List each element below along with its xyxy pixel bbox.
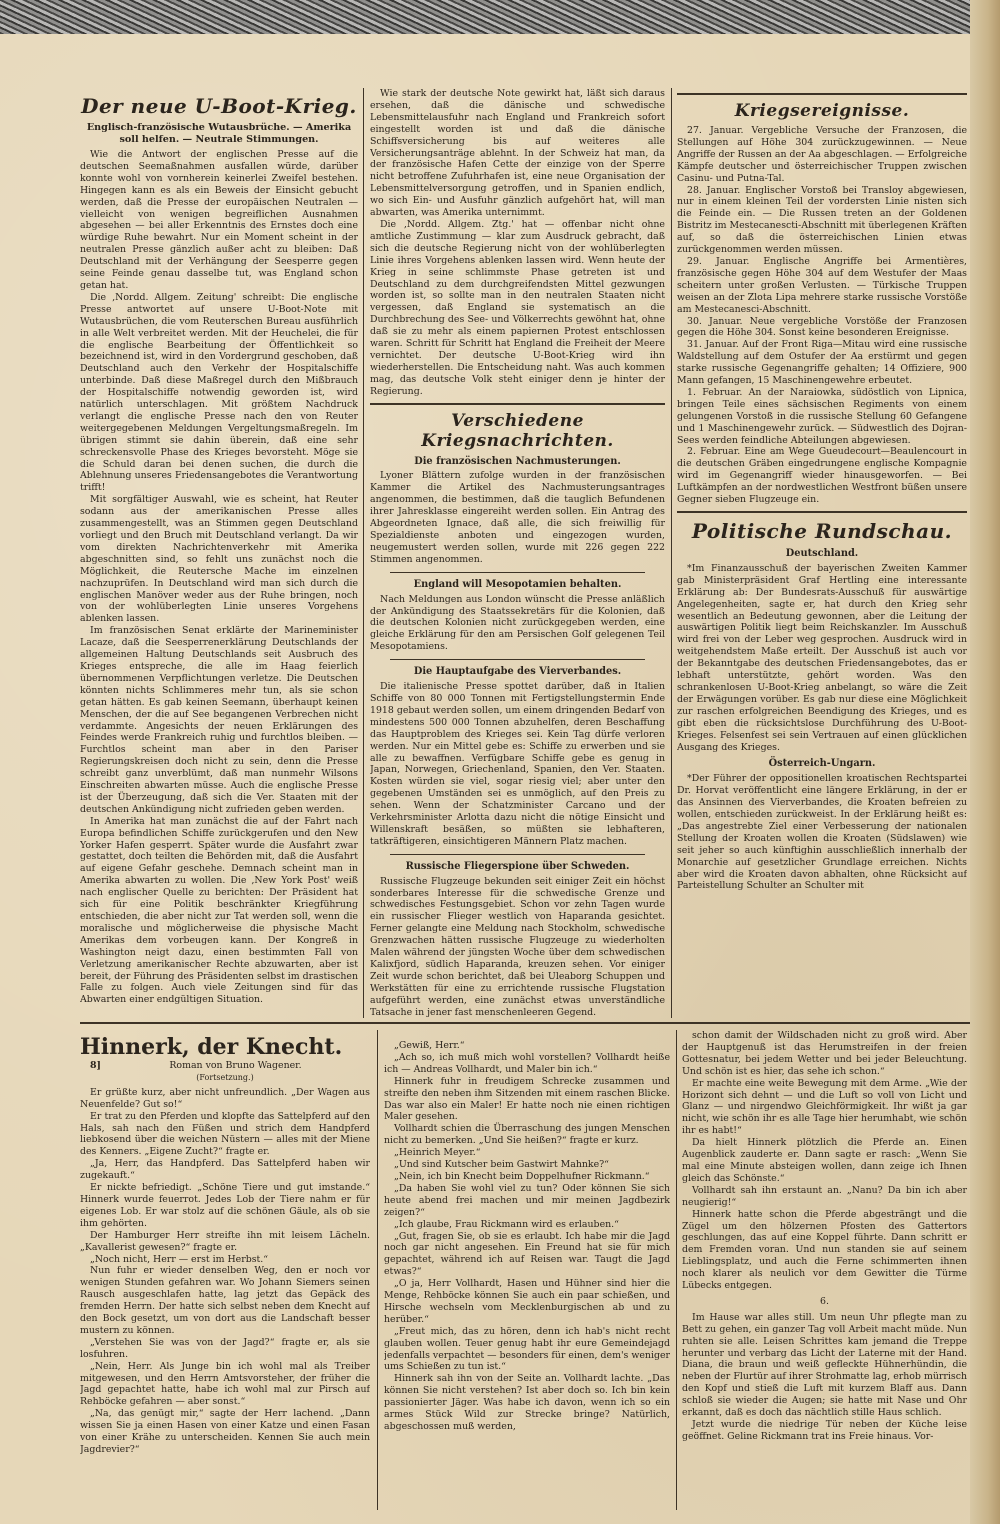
item-heading: Die französischen Nachmusterungen.: [414, 455, 621, 467]
section-heading: Deutschland.: [785, 548, 859, 559]
event-entry: 27. Januar. Vergebliche Versuche der Franzosen, die Stellungen auf Höhe 304 zurückzugewinnen. — Neue Angriffe der Russen an der Aa abgeschlagen. — Erfolgreiche Kämpfe deutscher und österreichischer Truppen zwischen Casinu- und Putna-Tal.: [677, 125, 967, 184]
paragraph: „Nein, Herr. Als Junge bin ich wohl mal als Treiber mitgewesen, und den Herrn Amtsvorsteher, der früher die Jagd gepachtet hatte, habe ich wohl mal zur Pirsch auf Rehböcke gefahren — aber sonst.“: [80, 1360, 370, 1408]
paragraph: Im französischen Senat erklärte der Marineminister Lacaze, daß die Seesperrenerklärung Deutschlands der allgemeinen Haltung Deutschlands seit Ausbruch des Krieges entspreche, die alle im Haag feierlich übernommenen Verpflichtungen verletze. Die Deutschen könnten nichts Schlimmeres mehr tun, als sie schon getan hätten. Es gab keinen Seemann, überhaupt keinen Menschen, der die auf See begangenen Verbrechen nicht verdammte. Angesichts der neuen Erklärungen des Feindes werde Frankreich ruhig und furchtlos bleiben. — Furchtlos scheint man aber in den Pariser Regierungskreisen doch nicht zu sein, denn die Presse schreibt ganz unverblümt, daß man nunmehr Wilsons Einschreiten abwarten müsse. Auch die englische Presse ist der Überzeugung, daß sich die Ver. Staaten mit der deutschen Ankündigung nicht zufrieden geben werden.: [80, 625, 358, 815]
marbled-binding-edge: [0, 0, 1000, 34]
paragraph: Er machte eine weite Bewegung mit dem Arme. „Wie der Horizont sich dehnt — und die Luft so voll von Licht und Glanz — und nirgendwo Gleichförmigkeit. Ihr wißt ja gar nicht, wie schön ihr es alle Tage hier herumhabt, wie schön ihr es habt!“: [682, 1077, 967, 1137]
column-rule: [676, 1030, 677, 1510]
paragraph: Hinnerk sah ihn von der Seite an. Vollhardt lachte. „Das können Sie nicht verstehen? Ist aber doch so. Ich bin kein passionierter Jäger. Was habe ich davon, wenn ich so ein armes Stück Wild zur Strecke bringe? Natürlich, abgeschossen muß werden,: [384, 1373, 670, 1432]
paragraph: Er trat zu den Pferden und klopfte das Sattelpferd auf den Hals, sah nach den Füßen und strich dem Handpferd liebkosend über die weichen Nüstern — alles mit der Miene des Kenners. „Eigene Zucht?“ fragte er.: [80, 1110, 370, 1158]
paragraph: Die italienische Presse spottet darüber, daß in Italien Schiffe von 80 000 Tonnen mit Fertigstellungstermin Ende 1918 gebaut werden sollen, um einem dringenden Bedarf von mindestens 500 000 Tonnen abzuhelfen, deren Beschaffung das Hauptproblem des Krieges sei. Kein Tag dürfe verloren werden. Nur ein Mittel gebe es: Schiffe zu erwerben und sie alle zu bewaffnen. Verfügbare Schiffe gebe es genug in Japan, Norwegen, Griechenland, Spanien, den Ver. Staaten. Kosten würden sie viel, sogar riesig viel; aber unter den gegebenen Umständen sei es unmöglich, auf den Preis zu sehen. Wenn der Schatzminister Carcano und der Verkehrsminister Arlotta dazu nicht die nötige Einsicht und Willenskraft besäßen, so müßten sie lebhafteren, tatkräftigeren, einsichtigeren Männern Platz machen.: [370, 681, 665, 847]
paragraph: „Verstehen Sie was von der Jagd?“ fragte er, als sie losfuhren.: [80, 1336, 370, 1360]
paragraph: Russische Flugzeuge bekunden seit einiger Zeit ein höchst sonderbares Interesse für die schwedische Grenze und schwedisches Festungsgebiet. Schon vor zehn Tagen wurde ein russischer Flieger westlich von Haparanda gesichtet. Ferner gelangte eine Meldung nach Stockholm, schwedische Grenzwachen hätten russische Flugzeuge zu wiederholten Malen während der jüngsten Woche über dem schwedischen Kalixfjord, südlich Haparanda, kreuzen sehen. Vor einiger Zeit wurde schon berichtet, daß bei Uleaborg Schuppen und Werkstätten für eine zu errichtende russische Flugstation aufgeführt werden, eine zunächst etwas unverständliche Tatsache in jener fast menschenleeren Gegend.: [370, 875, 665, 1018]
divider: [390, 659, 645, 660]
item-heading: Die Hauptaufgabe des Vierverbandes.: [413, 666, 622, 678]
paragraph: Die ‚Nordd. Allgem. Zeitung' schreibt: Die englische Presse antwortet auf unsere U-Boot-Note mit Wutausbrüchen, die vom Reuterschen Bureau ausführlich in alle Welt verbreitet werden. Mit der Heuchelei, die für die englische Bearbeitung der Öffentlichkeit so bezeichnend ist, wird in den Vordergrund geschoben, daß Deutschland auch den Verkehr der Hospitalschiffe unterbinde. Daß diese Maßregel durch den Mißbrauch der Hospitalschiffe notwendig geworden ist, wird natürlich unterschlagen. Mit größtem Nachdruck verlangt die englische Presse nach den von Reuter weitergegebenen Meldungen Vergeltungsmaßregeln. Im übrigen stimmt sie dahin überein, daß eine sehr schreckensvolle Phase des Krieges bevorsteht. Möge sie die Schuld daran bei denen suchen, die durch die Ablehnung unseres Friedensangebotes die Verantwortung trifft!: [80, 291, 358, 494]
item-heading: Russische Fliegerspione über Schweden.: [405, 860, 630, 872]
paragraph: Nach Meldungen aus London wünscht die Presse anläßlich der Ankündigung des Staatssekretärs für die Kolonien, daß die deutschen Kolonien nicht zurückgegeben werden, eine gleiche Erklärung für den am Persischen Golf gelegenen Teil Mesopotamiens.: [370, 593, 665, 653]
divider: [390, 854, 645, 855]
novel-title: Hinnerk, der Knecht.: [80, 1034, 343, 1060]
paragraph: „Heinrich Meyer.“: [394, 1147, 481, 1159]
paragraph: „Noch nicht, Herr — erst im Herbst.“: [90, 1253, 269, 1265]
article-title: Verschiedene Kriegsnachrichten.: [421, 410, 614, 451]
column-right: [677, 88, 967, 1018]
paragraph: Der Hamburger Herr streifte ihn mit leisem Lächeln. „Kavallerist gewesen?“ fragte er.: [80, 1229, 370, 1253]
paragraph: Vollhardt schien die Überraschung des jungen Menschen nicht zu bemerken. „Und Sie heißen?“ fragte er kurz.: [384, 1123, 670, 1147]
novel-column-2: [384, 1040, 670, 1518]
paragraph: „Gewiß, Herr.“: [394, 1040, 465, 1051]
installment-number: 8]: [90, 1060, 101, 1071]
paragraph: „Freut mich, das zu hören, denn ich hab's nicht recht glauben wollen. Teuer genug habt ihr eure Gemeindejagd jedenfalls verpachtet — besonders für einen, dem's weniger ums Schießen zu tun ist.“: [384, 1325, 670, 1373]
paragraph: „Da haben Sie wohl viel zu tun? Oder können Sie sich heute abend frei machen und mir meinen Jagdbezirk zeigen?“: [384, 1182, 670, 1218]
paragraph: Da hielt Hinnerk plötzlich die Pferde an. Einen Augenblick zauderte er. Dann sagte er rasch: „Wenn Sie mal eine Minute absteigen wollen, dann zeige ich Ihnen gleich das Schönste.“: [682, 1137, 967, 1184]
article-title: Politische Rundschau.: [691, 519, 953, 543]
novel-column-1: [80, 1030, 370, 1518]
paragraph: Hinnerk fuhr in freudigem Schrecke zusammen und streifte den neben ihm Sitzenden mit einem raschen Blicke. Das war also ein Maler! Er hatte noch nie einen richtigen Maler gesehen.: [384, 1075, 670, 1123]
paragraph: *Im Finanzausschuß der bayerischen Zweiten Kammer gab Ministerpräsident Graf Hertling eine interessante Erklärung ab: Der Bundesrats-Ausschuß für auswärtige Angelegenheiten, sagte er, hat durch den Krieg sehr wesentlich an Bedeutung gewonnen, aber die Leitung der auswärtigen Politik liegt beim Reichskanzler. Im Ausschuß wird frei von der Leber weg gesprochen. Ausdruck wird in weitgehendstem Maße erteilt. Der Ausschuß ist auch vor der Bekanntgabe des deutschen Friedensangebotes, das er lebhaft unterstützte, gehört worden. Was den schrankenlosen U-Boot-Krieg anbelangt, so wäre die Zeit der Erwägungen vorüber. Es gab nur diese eine Möglichkeit zur raschen erfolgreichen Beendigung des Krieges, und es gibt eben die rücksichtslose Durchführung des U-Boot-Krieges. Felsenfest sei sein Vertrauen auf einen glücklichen Ausgang des Krieges.: [677, 562, 967, 753]
event-entry: 1. Februar. An der Naraiowka, südöstlich von Lipnica, bringen Teile eines sächsischen Regiments von einem gelungenen Vorstoß in die russische Stellung 60 Gefangene und 1 Maschinengewehr zurück. — Südwestlich des Dojran-Sees werden feindliche Abteilungen abgewiesen.: [677, 386, 967, 446]
article-uboot: [80, 88, 358, 1018]
paragraph: „Gut, fragen Sie, ob sie es erlaubt. Ich habe mir die Jagd noch gar nicht angesehen. Ein Freund hat sie für mich gepachtet, während ich auf Reisen war. Taugt die Jagd etwas?“: [384, 1230, 670, 1278]
item-heading: England will Mesopotamien behalten.: [413, 578, 622, 590]
section-heading: Österreich-Ungarn.: [768, 758, 876, 770]
paragraph: „Na, das genügt mir,“ sagte der Herr lachend. „Dann wissen Sie ja einen Hasen von einer Katze und einen Fasan von einer Krähe zu unterscheiden. Kennen Sie auch mein Jagdrevier?“: [80, 1408, 370, 1455]
event-entry: 2. Februar. Eine am Wege Gueudecourt—Beaulencourt in die deutschen Gräben eingedrungene englische Kompagnie wird im Gegenangriff wieder hinausgeworfen. — Bei Luftkämpfen an der nordwestlichen Westfront büßen unsere Gegner sieben Flugzeuge ein.: [677, 446, 967, 506]
paragraph: Lyoner Blättern zufolge wurden in der französischen Kammer die Artikel des Nachmusterungsantrages angenommen, die bestimmen, daß die tauglich Befundenen ihrer Jahresklasse eingereiht werden sollen. Ein Antrag des Abgeordneten Ignace, daß alle, die sich freiwillig für Spezialdienste anboten und eingezogen wurden, neugemustert werden sollen, wurde mit 226 gegen 222 Stimmen angenommen.: [370, 470, 665, 565]
paragraph: Hinnerk hatte schon die Pferde abgesträngt und die Zügel um den hölzernen Pfosten des Gattertors geschlungen, das auf eine Koppel führte. Dann schritt er dem Fremden voran. Und nun standen sie auf seinem Lieblingsplatz, und auch die Ferne schimmerten ihnen noch klarer als neulich vor dem Gewitter die Türme Lübecks entgegen.: [682, 1208, 967, 1292]
column-rule: [363, 88, 364, 1018]
page-edge: [970, 0, 1000, 1524]
event-entry: 28. Januar. Englischer Vorstoß bei Transloy abgewiesen, nur in einem kleinen Teil der vordersten Linie nisten sich die Feinde ein. — Die Russen treten an der Goldenen Bistritz im Mestecanescti-Abschnitt mit überlegenen Kräften auf, so daß die österreichischen Linien etwas zurückgenommen werden müssen.: [677, 184, 967, 256]
article-subtitle: Englisch-französische Wutausbrüche. — Amerika soll helfen. — Neutrale Stimmungen.: [86, 122, 352, 145]
event-entry: 31. Januar. Auf der Front Riga—Mitau wird eine russische Waldstellung auf dem Ostufer der Aa erstürmt und gegen starke russische Gegenangriffe gehalten; 14 Offiziere, 900 Mann gefangen, 15 Maschinengewehre erbeutet.: [677, 339, 967, 387]
column-rule: [671, 88, 672, 1018]
divider: [370, 403, 665, 405]
event-entry: 29. Januar. Englische Angriffe bei Armentières, französische gegen Höhe 304 auf dem Westufer der Maas scheitern unter großen Verlusten. — Türkische Truppen weisen an der Zlota Lipa mehrere starke russische Vorstöße am Mestecanesci-Abschnitt.: [677, 255, 967, 315]
column-middle: [370, 88, 665, 1018]
section-rule: [80, 1022, 970, 1024]
paragraph: Wie die Antwort der englischen Presse auf die deutschen Seemaßnahmen ausfallen würde, darüber konnte wohl von vornherein keinerlei Zweifel bestehen. Hingegen kann es als ein Beweis der Einsicht gebucht werden, daß die Presse der europäischen Neutralen — vielleicht von wenigen begreiflichen Ausnahmen abgesehen — bei aller Erkenntnis des Ernstes doch eine würdige Ruhe bewahrt. Nur ein Moment scheint in der neutralen Presse gänzlich außer acht zu bleiben: Daß Deutschland mit der Verhängung der Seesperre gegen seine Feinde genau dasselbe tut, was England schon getan hat.: [80, 149, 358, 291]
paragraph: Nun fuhr er wieder denselben Weg, den er noch vor wenigen Stunden gefahren war. Wo Johann Siemers seinen Rausch ausgeschlafen hatte, lag jetzt das Gepäck des fremden Herrn. Der hatte sich selbst neben dem Knecht auf den Bock gesetzt, um von dort aus die Landschaft besser mustern zu können.: [80, 1265, 370, 1336]
paragraph: *Der Führer der oppositionellen kroatischen Rechtspartei Dr. Horvat veröffentlicht eine längere Erklärung, in der er das Ansinnen des Vierverbandes, die Kroaten befreien zu wollen, entschieden zurückweist. In der Erklärung heißt es: „Das angestrebte Ziel einer Verbesserung der nationalen Stellung der Kroaten wollen die Kroaten (Südslawen) wie seit jeher so auch künftighin ausschließlich innerhalb der Monarchie auf gesetzlicher Grundlage erreichen. Nichts aber wird die Kroaten davon abhalten, ohne Rücksicht auf Parteistellung Schulter an Schulter mit: [677, 773, 967, 892]
paragraph: Er nickte befriedigt. „Schöne Tiere und gut imstande.“ Hinnerk wurde feuerrot. Jedes Lob der Tiere nahm er für eigenes Lob. Er war stolz auf die schönen Gäule, als ob sie ihm gehörten.: [80, 1182, 370, 1229]
event-entry: 30. Januar. Neue vergebliche Vorstöße der Franzosen gegen die Höhe 304. Sonst keine besonderen Ereignisse.: [677, 315, 967, 339]
paragraph: Vollhardt sah ihn erstaunt an. „Nanu? Da bin ich aber neugierig!“: [682, 1184, 967, 1208]
article-title: Der neue U-Boot-Krieg.: [81, 94, 357, 118]
paragraph: Die ‚Nordd. Allgem. Ztg.' hat — offenbar nicht ohne amtliche Zustimmung — klar zum Ausdruck gebracht, daß sich die deutsche Regierung nicht von der wohlüberlegten Linie ihres Vorgehens ablenken lassen wird. Wenn heute der Krieg in seine schlimmste Phase getreten ist und Deutschland zu dem durchgreifendsten Mittel gezwungen worden ist, so sollte man in den neutralen Staaten nicht vergessen, daß England sie systematisch an die Durchbrechung des See- und Völkerrechts gewöhnt hat, ohne daß sie zu mehr als einem papiernen Protest entschlossen waren. Schritt für Schritt hat England die Freiheit der Meere vernichtet. Der deutsche U-Boot-Krieg wird ihn wiederherstellen. Die Entscheidung naht. Was auch kommen mag, das deutsche Volk steht einiger denn je hinter der Regierung.: [370, 218, 665, 397]
paragraph: Er grüßte kurz, aber nicht unfreundlich. „Der Wagen aus Neuenfelde? Gut so!“: [80, 1086, 370, 1110]
paragraph: schon damit der Wildschaden nicht zu groß wird. Aber der Hauptgenuß ist das Herumstreifen in der freien Gottesnatur, bei jedem Wetter und bei jeder Beleuchtung. Und schön ist es hier, das sehe ich schon.“: [682, 1030, 967, 1077]
paragraph: „Nein, ich bin Knecht beim Doppelhufner Rickmann.“: [394, 1170, 650, 1182]
paragraph: „Ich glaube, Frau Rickmann wird es erlauben.“: [394, 1218, 619, 1230]
paragraph: Mit sorgfältiger Auswahl, wie es scheint, hat Reuter sodann aus der amerikanischen Presse alles zusammengestellt, was an Stimmen gegen Deutschland vorliegt und den Bruch mit Deutschland verlangt. Da wir vom direkten Nachrichtenverkehr mit Amerika abgeschnitten sind, so fehlt uns zunächst noch die Möglichkeit, die Reutersche Mache im einzelnen nachzuprüfen. In Deutschland wird man sich durch die englischen Manöver weder aus der Ruhe bringen, noch von der wohlüberlegten Linie unseres Vorgehens ablenken lassen.: [80, 494, 358, 625]
novel-byline: Roman von Bruno Wagener.: [169, 1060, 302, 1071]
divider: [677, 93, 967, 95]
novel-column-3: [682, 1030, 967, 1518]
column-rule: [377, 1030, 378, 1510]
paragraph: „Ja, Herr, das Handpferd. Das Sattelpferd haben wir zugekauft.“: [80, 1158, 370, 1182]
paragraph: In Amerika hat man zunächst die auf der Fahrt nach Europa befindlichen Schiffe zurückgerufen und den New Yorker Hafen gesperrt. Später wurde die Ausfahrt zwar gestattet, doch teilten die Behörden mit, daß die Ausfahrt auf eigene Gefahr geschehe. Demnach scheint man in Amerika abwarten zu wollen. Die ‚New York Post' weiß nach englischer Quelle zu berichten: Der Präsident hat sich für eine Politik beschränkter Kriegführung entschieden, die aber nicht zur Tat werden soll, wenn die moralische und möglicherweise die physische Macht Amerikas dem vorbeugen kann. Der Kongreß in Washington neigt dazu, einen bestimmten Fall von Verletzung amerikanischer Rechte abzuwarten, aber ist bereit, der Führung des Präsidenten selbst im drastischen Falle zu folgen. Auch viele Zeitungen sind für das Abwarten einer endgültigen Situation.: [80, 815, 358, 1006]
divider: [677, 511, 967, 513]
paragraph: „Ach so, ich muß mich wohl vorstellen? Vollhardt heiße ich — Andreas Vollhardt, und Maler bin ich.“: [384, 1051, 670, 1075]
paragraph: Wie stark der deutsche Note gewirkt hat, läßt sich daraus ersehen, daß die dänische und schwedische Lebensmittelausfuhr nach England und Frankreich sofort eingestellt worden ist und daß die dänische Schiffsversicherung bis auf weiteres alle Versicherungsanträge ablehnt. In der Schweiz hat man, da der französische Hafen Cette der einzige von der Sperre nicht betroffene Zufuhrhafen ist, eine neue Organisation der Lebensmittelversorgung getroffen, und in Spanien endlich, wo sich Ein- und Ausfuhr gänzlich aufgehört hat, will man abwarten, was Amerika unternimmt.: [370, 88, 665, 219]
novel-note: (Fortsetzung.): [196, 1072, 254, 1082]
paragraph: „O ja, Herr Vollhardt, Hasen und Hühner sind hier die Menge, Rehböcke können Sie auch ein paar schießen, und Hirsche wechseln vom Mecklenburgischen ab und zu herüber.“: [384, 1278, 670, 1325]
paragraph: Jetzt wurde die niedrige Tür neben der Küche leise geöffnet. Geline Rickmann trat ins Freie hinaus. Vor-: [682, 1419, 967, 1442]
article-title: Kriegsereignisse.: [734, 101, 910, 121]
chapter-number: 6.: [820, 1295, 829, 1307]
paragraph: „Und sind Kutscher beim Gastwirt Mahnke?“: [394, 1159, 609, 1171]
novel-byline-row: [80, 1060, 370, 1072]
paragraph: Im Hause war alles still. Um neun Uhr pflegte man zu Bett zu gehen, ein ganzer Tag voll Arbeit macht müde. Nun ruhten sie alle. Leisen Schrittes kam jemand die Treppe herunter und verbarg das Licht der Laterne mit der Hand. Diana, die braun und weiß gefleckte Hühnerhündin, die neben der Flurtür auf ihrer Strohmatte lag, erhob mürrisch den Kopf und stieß die Luft mit kurzem Blaff aus. Dann schloß sie wieder die Augen; sie hatte mit Nase und Ohr erkannt, daß es doch das nächtlich stille Haus schlich.: [682, 1311, 967, 1419]
divider: [390, 572, 645, 573]
